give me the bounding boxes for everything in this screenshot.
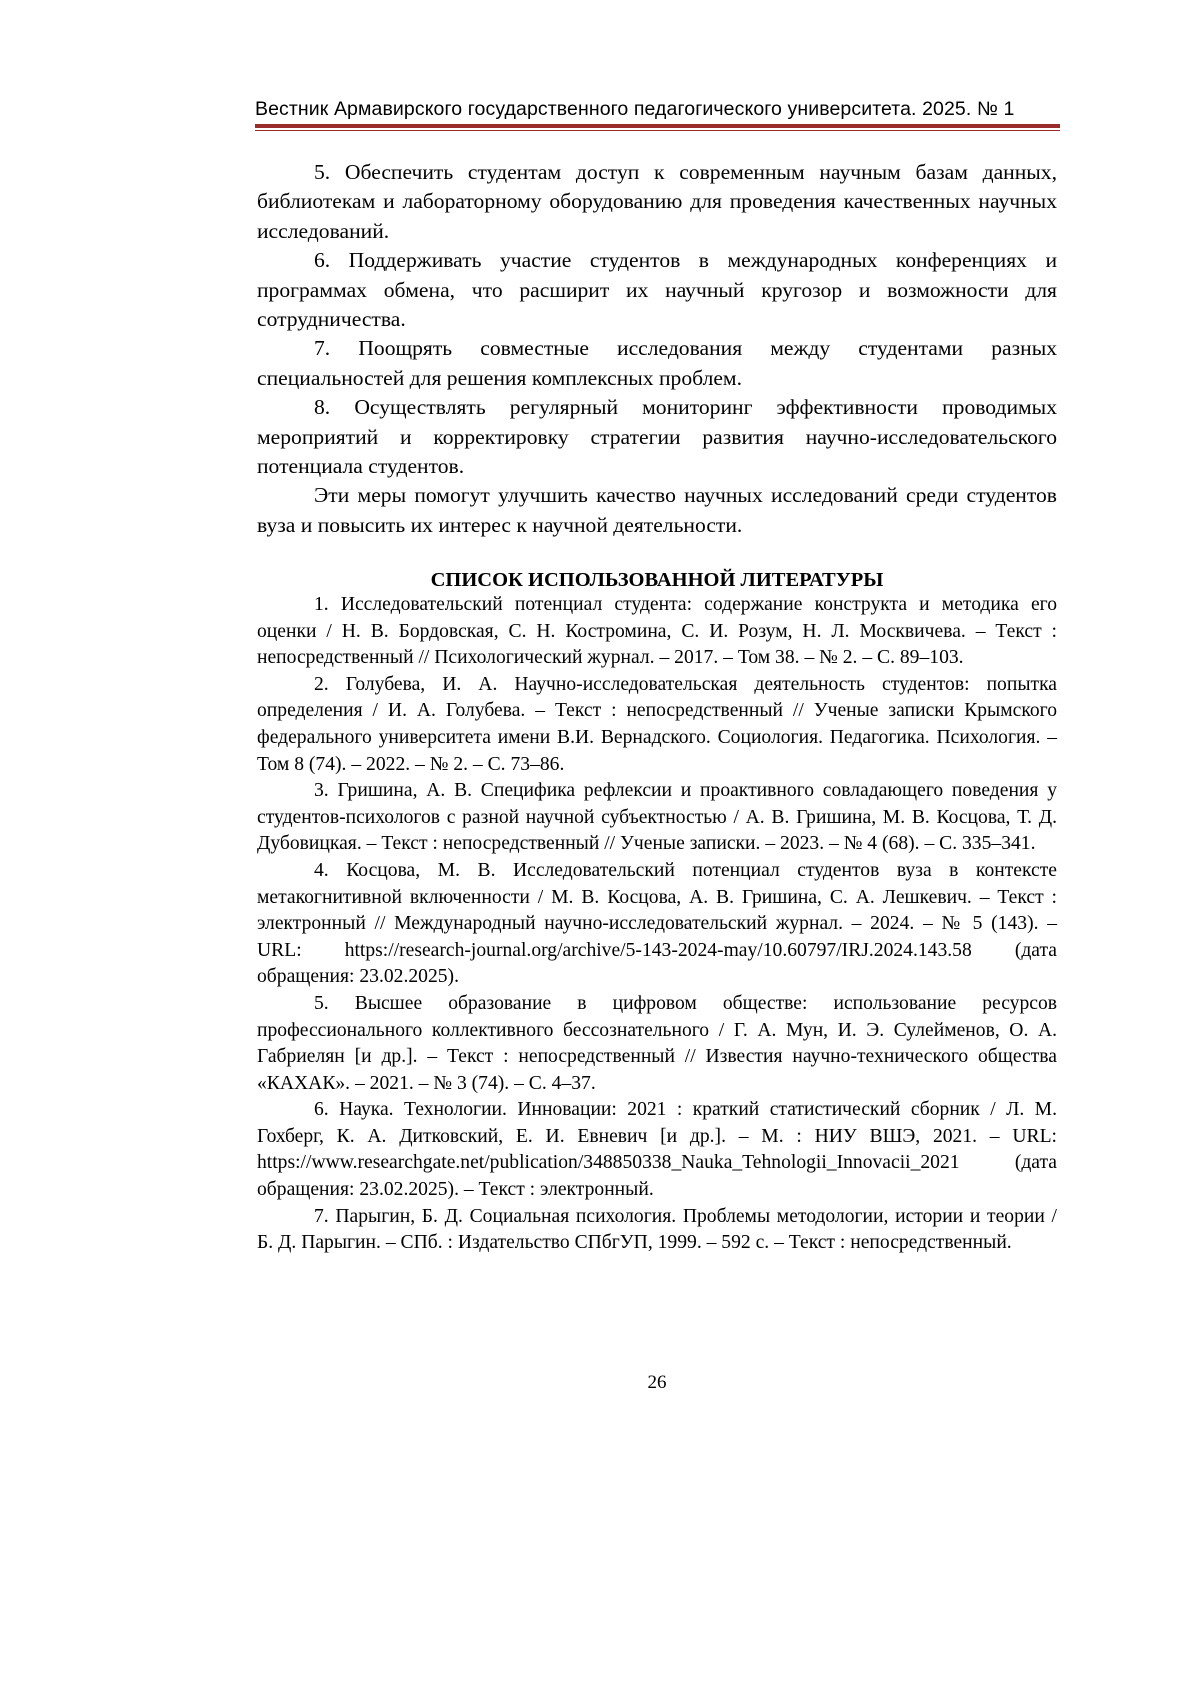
- reference-item-2: 2. Голубева, И. А. Научно-исследовательская деятельность студентов: попытка определения / И. А. Голубева. – Текст : непосредственный // Ученые записки Крымского федерального университета имени В.И. Вернадского. Социология. Педагогика. Психология. – Том 8 (74). – 2022. – № 2. – С. 73–86.: [257, 672, 1057, 778]
- body-text: [257, 158, 1057, 540]
- page-number: 26: [0, 1372, 1200, 1394]
- journal-header: Вестник Армавирского государственного педагогического университета. 2025. № 1: [255, 97, 1055, 121]
- body-paragraph-8: 8. Осуществлять регулярный мониторинг эффективности проводимых мероприятий и корректировку стратегии развития научно-исследовательского потенциала студентов.: [257, 393, 1057, 481]
- body-paragraph-6: 6. Поддерживать участие студентов в международных конференциях и программах обмена, что расширит их научный кругозор и возможности для сотрудничества.: [257, 246, 1057, 334]
- reference-item-5: 5. Высшее образование в цифровом обществе: использование ресурсов профессионального коллективного бессознательного / Г. А. Мун, И. Э. Сулейменов, О. А. Габриелян [и др.]. – Текст : непосредственный // Известия научно-технического общества «КАХАК». – 2021. – № 3 (74). – С. 4–37.: [257, 991, 1057, 1097]
- body-paragraph-7: 7. Поощрять совместные исследования между студентами разных специальностей для решения комплексных проблем.: [257, 334, 1057, 393]
- header-rule-thin: [255, 130, 1060, 131]
- references-list: [257, 592, 1057, 1257]
- header-rule-thick: [255, 124, 1060, 128]
- reference-item-7: 7. Парыгин, Б. Д. Социальная психология. Проблемы методологии, истории и теории / Б. Д. Парыгин. – СПб. : Издательство СПбгУП, 1999. – 592 с. – Текст : непосредственный.: [257, 1204, 1057, 1257]
- body-paragraph-conclusion: Эти меры помогут улучшить качество научных исследований среди студентов вуза и повысить их интерес к научной деятельности.: [257, 481, 1057, 540]
- reference-item-3: 3. Гришина, А. В. Специфика рефлексии и проактивного совладающего поведения у студентов-психологов с разной научной субъектностью / А. В. Гришина, М. В. Косцова, Т. Д. Дубовицкая. – Текст : непосредственный // Ученые записки. – 2023. – № 4 (68). – С. 335–341.: [257, 778, 1057, 858]
- reference-item-6: 6. Наука. Технологии. Инновации: 2021 : краткий статистический сборник / Л. М. Гохберг, К. А. Дитковский, Е. И. Евневич [и др.]. – М. : НИУ ВШЭ, 2021. – URL: https://www.researchgate.net/publication/348850338_Nauka_Tehnologii_Innovacii_2021 (дата обращения: 23.02.2025). – Текст : электронный.: [257, 1097, 1057, 1203]
- reference-item-4: 4. Косцова, М. В. Исследовательский потенциал студентов вуза в контексте метакогнитивной включенности / М. В. Косцова, А. В. Гришина, С. А. Лешкевич. – Текст : электронный // Международный научно-исследовательский журнал. – 2024. – № 5 (143). – URL: https://research-journal.org/archive/5-143-2024-may/10.60797/IRJ.2024.143.58 (дата обращения: 23.02.2025).: [257, 858, 1057, 991]
- reference-item-1: 1. Исследовательский потенциал студента: содержание конструкта и методика его оценки / Н. В. Бордовская, С. Н. Костромина, С. И. Розум, Н. Л. Москвичева. – Текст : непосредственный // Психологический журнал. – 2017. – Том 38. – № 2. – С. 89–103.: [257, 592, 1057, 672]
- body-paragraph-5: 5. Обеспечить студентам доступ к современным научным базам данных, библиотекам и лабораторному оборудованию для проведения качественных научных исследований.: [257, 158, 1057, 246]
- references-title: СПИСОК ИСПОЛЬЗОВАННОЙ ЛИТЕРАТУРЫ: [257, 567, 1057, 593]
